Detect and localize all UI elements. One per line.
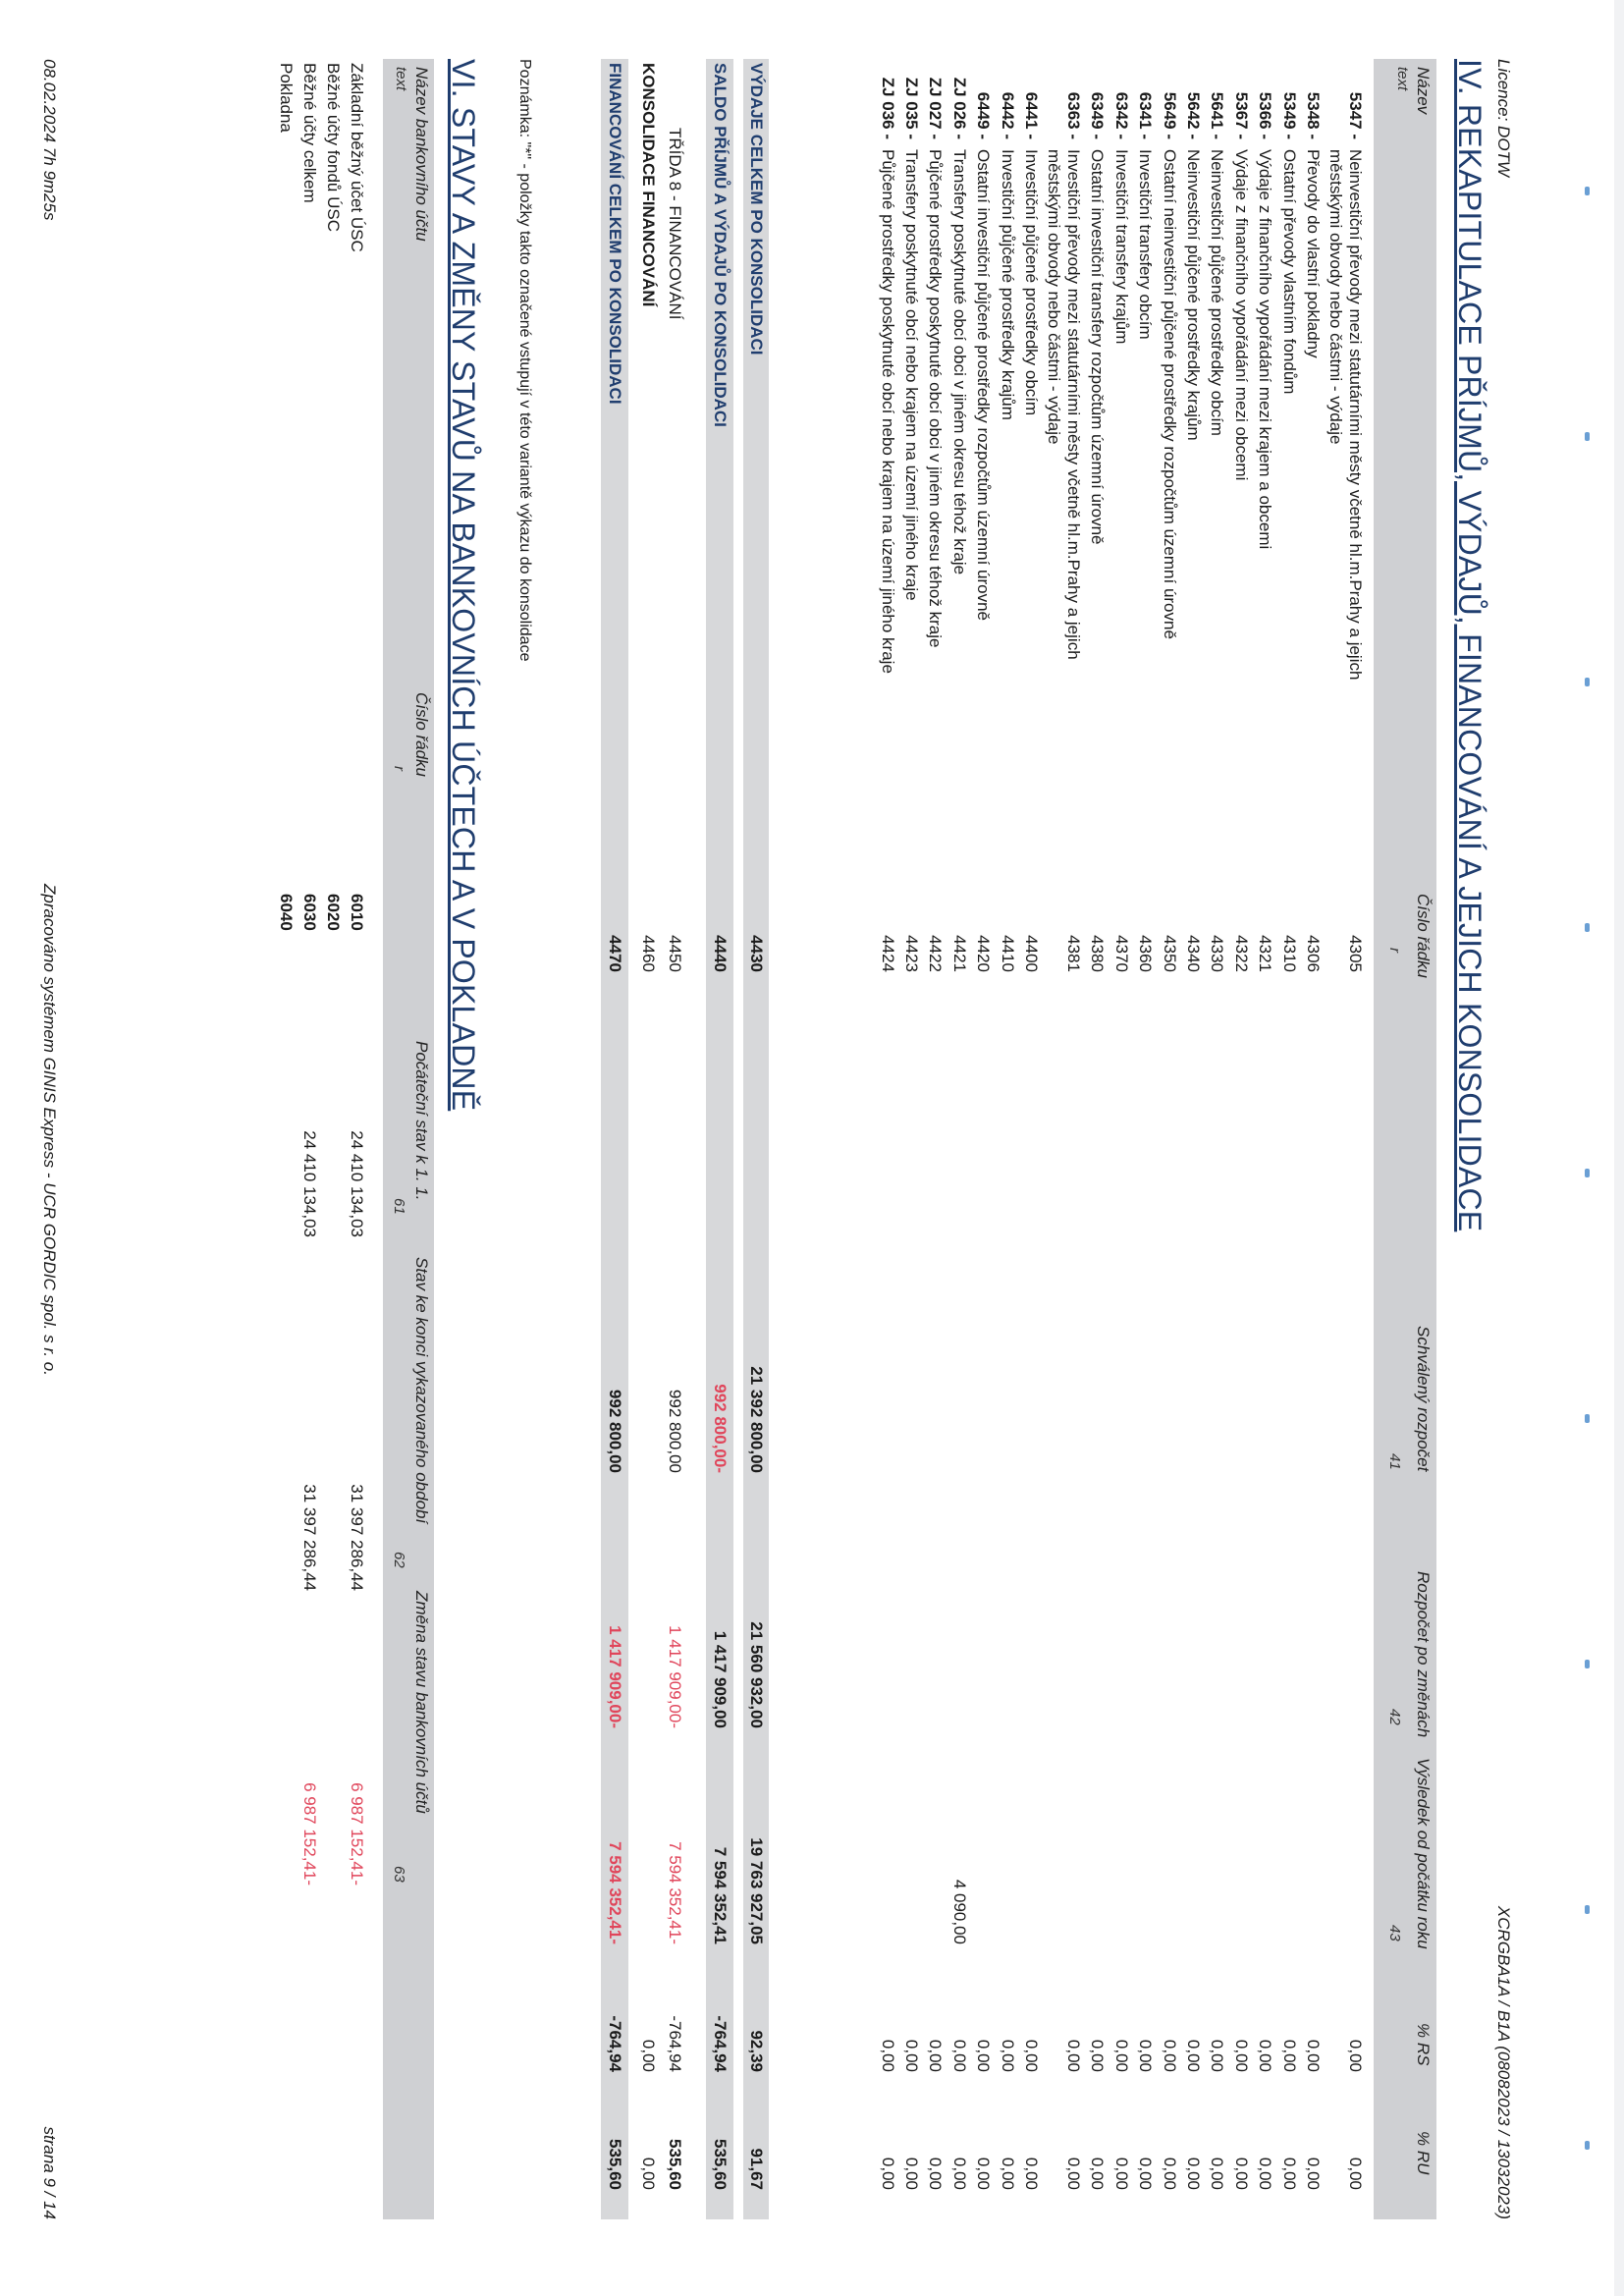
row-ru: 535,60	[606, 2139, 624, 2190]
row-num: 4422	[926, 935, 946, 972]
col-name-sub: text	[1394, 67, 1411, 91]
scan-marks	[1585, 0, 1593, 2296]
table-row	[1108, 59, 1130, 2219]
row-text: Ostatní investiční transfery rozpočtům územní úrovně	[1088, 149, 1108, 545]
row-code: ZJ 027 -	[926, 77, 946, 139]
section-iv-title: IV. REKAPITULACE PŘÍJMŮ, VÝDAJŮ, FINANCOVÁNÍ A JEJICH KONSOLIDACE	[1452, 59, 1488, 1232]
row-rs: 92,39	[747, 2030, 766, 2072]
table-row	[1132, 59, 1155, 2219]
row-code: 5347 -	[1346, 91, 1365, 139]
table-row	[1324, 59, 1365, 2219]
row-ru: 0,00	[949, 2157, 969, 2190]
row-rs: -764,94	[606, 2015, 624, 2072]
row-rs: 0,00	[926, 2039, 946, 2072]
row-num: 4340	[1184, 935, 1203, 972]
row-code: ZJ 026 -	[949, 77, 969, 139]
row-rs: 0,00	[1160, 2039, 1179, 2072]
section-iv-header	[1374, 59, 1436, 2219]
footer-date: 08.02.2024 7h 9m25s	[40, 59, 59, 221]
row-a43: 7 594 352,41	[711, 1846, 730, 1944]
table-row	[874, 59, 896, 2219]
row-code: 6442 -	[998, 91, 1017, 139]
account-name: Základní běžný účet ÚSC	[348, 63, 366, 252]
row-ru: 0,00	[902, 2157, 921, 2190]
table-row	[1275, 59, 1298, 2219]
table-row	[1204, 59, 1226, 2219]
row-a41: 992 800,00-	[711, 1384, 730, 1473]
row-a42: 1 417 909,00-	[666, 1625, 684, 1728]
row-num: 4424	[878, 935, 897, 972]
account-start: 24 410 134,03	[348, 1130, 366, 1237]
table-row	[994, 59, 1016, 2219]
section-vi-header	[383, 59, 434, 2219]
row-code: 5349 -	[1279, 91, 1299, 139]
rotated-report-sheet	[15, 39, 1517, 2259]
account-rownum: 6010	[348, 894, 366, 931]
row-num: 4430	[747, 935, 766, 972]
col-41: Schválený rozpočet	[1414, 1326, 1433, 1472]
row-num: 4360	[1136, 935, 1156, 972]
table-row	[1300, 59, 1323, 2219]
row-a42: 21 560 932,00	[747, 1621, 766, 1728]
row-num: 4321	[1256, 935, 1275, 972]
col-62: Stav ke konci vykazovaného období	[412, 1257, 431, 1524]
row-text: Ostatní převody vlastním fondům	[1279, 149, 1299, 395]
col-rs: % RS	[1414, 2023, 1433, 2066]
row-rs: 0,00	[902, 2039, 921, 2072]
account-change: 6 987 152,41-	[300, 1782, 319, 1886]
row-num: 4460	[639, 935, 658, 972]
row-trida8	[661, 59, 684, 2219]
row-num: 4350	[1160, 935, 1179, 972]
row-code: 6341 -	[1136, 91, 1156, 139]
row-rs: -764,94	[666, 2015, 684, 2072]
col-rownum-6: Číslo řádku	[412, 692, 431, 777]
row-ru: 0,00	[878, 2157, 897, 2190]
row-rs: 0,00	[1231, 2039, 1251, 2072]
row-num: 4306	[1304, 935, 1323, 972]
table-row	[922, 59, 945, 2219]
row-konsolidace-financovani	[634, 59, 658, 2219]
col-43: Výsledek od počátku roku	[1414, 1758, 1433, 1949]
account-name: Běžné účty celkem	[300, 63, 319, 203]
table-row	[1042, 59, 1083, 2219]
row-ru: 0,00	[639, 2157, 658, 2190]
row-num: 4450	[666, 935, 684, 972]
row-code: 6349 -	[1088, 91, 1108, 139]
row-rs: 0,00	[1256, 2039, 1275, 2072]
col-42-sub: 42	[1386, 1709, 1403, 1725]
table-row	[1252, 59, 1274, 2219]
account-row	[345, 59, 366, 2219]
row-rs: 0,00	[998, 2039, 1017, 2072]
row-text: Výdaje z finančního vypořádání mezi krajem a obcemi	[1256, 149, 1275, 550]
row-a41: 992 800,00	[666, 1389, 684, 1473]
col-62-sub: 62	[391, 1552, 407, 1568]
row-code: 5641 -	[1208, 91, 1227, 139]
licence-label: Licence: DOTW	[1494, 59, 1513, 177]
row-rs: 0,00	[1184, 2039, 1203, 2072]
row-ru: 0,00	[974, 2157, 994, 2190]
footer-page: strana 9 / 14	[40, 2126, 59, 2219]
row-num: 4322	[1231, 935, 1251, 972]
row-ru: 535,60	[666, 2139, 684, 2190]
row-ru: 535,60	[711, 2139, 730, 2190]
row-num: 4305	[1346, 935, 1365, 972]
row-ru: 0,00	[1304, 2157, 1323, 2190]
col-ru: % RU	[1414, 2131, 1433, 2175]
row-text: Půjčené prostředky poskytnuté obcí obci v jiném okresu téhož kraje	[926, 149, 946, 648]
row-ru: 0,00	[1184, 2157, 1203, 2190]
report-code: XCRGBA1A / B1A (08082023 / 13032023)	[1494, 1905, 1513, 2219]
row-ru: 0,00	[1231, 2157, 1251, 2190]
row-text-line2: městskými obvody nebo částmi - výdaje	[1326, 149, 1345, 445]
row-a43: 19 763 927,05	[747, 1837, 766, 1944]
table-row	[970, 59, 993, 2219]
col-rownum-6-sub: r	[391, 766, 407, 771]
row-ru: 0,00	[1136, 2157, 1156, 2190]
row-rs: 0,00	[1022, 2039, 1041, 2072]
table-row	[1156, 59, 1178, 2219]
row-rs: 0,00	[949, 2039, 969, 2072]
row-code: 6441 -	[1022, 91, 1041, 139]
row-code: 5649 -	[1160, 91, 1179, 139]
paper-edge	[1614, 0, 1624, 2296]
row-ru: 0,00	[926, 2157, 946, 2190]
row-rs: 0,00	[1346, 2039, 1365, 2072]
row-ru: 0,00	[1208, 2157, 1227, 2190]
col-rownum: Číslo řádku	[1414, 894, 1433, 978]
row-rs: 0,00	[1136, 2039, 1156, 2072]
row-ru: 0,00	[998, 2157, 1017, 2190]
section-vi-title: VI. STAVY A ZMĚNY STAVŮ NA BANKOVNÍCH ÚČTECH A V POKLADNĚ	[446, 59, 481, 1112]
row-num: 4330	[1208, 935, 1227, 972]
row-num: 4410	[998, 935, 1017, 972]
col-rownum-sub: r	[1386, 948, 1403, 953]
table-row	[1227, 59, 1250, 2219]
row-text: FINANCOVÁNÍ CELKEM PO KONSOLIDACI	[606, 63, 624, 405]
row-rs: 0,00	[1208, 2039, 1227, 2072]
row-num: 4370	[1111, 935, 1131, 972]
row-vydaje-celkem	[743, 59, 769, 2219]
col-61-sub: 61	[391, 1198, 407, 1215]
row-text: KONSOLIDACE FINANCOVÁNÍ	[639, 63, 658, 307]
account-end: 31 397 286,44	[300, 1484, 319, 1591]
row-rs: 0,00	[974, 2039, 994, 2072]
row-text: Transfery poskytnuté obcí obci v jiném okresu téhož kraje	[949, 149, 969, 575]
row-saldo	[706, 59, 733, 2219]
account-rownum: 6040	[277, 894, 296, 931]
row-rs: 0,00	[1064, 2039, 1083, 2072]
row-ru: 0,00	[1256, 2157, 1275, 2190]
row-a41: 992 800,00	[606, 1389, 624, 1473]
row-text: Výdaje z finančního vypořádání mezi obcemi	[1231, 149, 1251, 481]
row-rs: 0,00	[1111, 2039, 1131, 2072]
row-rs: 0,00	[1304, 2039, 1323, 2072]
row-text: Investiční půjčené prostředky krajům	[998, 149, 1017, 420]
table-row	[898, 59, 921, 2219]
row-text: Ostatní investiční půjčené prostředky rozpočtům územní úrovně	[974, 149, 994, 622]
row-text: VÝDAJE CELKEM PO KONSOLIDACI	[747, 63, 766, 355]
row-text: Neinvestiční půjčené prostředky krajům	[1184, 149, 1203, 441]
row-a43: 7 594 352,41-	[606, 1841, 624, 1944]
row-text: SALDO PŘÍJMŮ A VÝDAJŮ PO KONSOLIDACI	[711, 63, 730, 427]
account-rownum: 6020	[324, 894, 343, 931]
row-code: 6449 -	[974, 91, 994, 139]
row-rs: 0,00	[878, 2039, 897, 2072]
row-num: 4421	[949, 935, 969, 972]
row-text: Převody do vlastní pokladny	[1304, 149, 1323, 358]
row-ru: 0,00	[1346, 2157, 1365, 2190]
account-end: 31 397 286,44	[348, 1484, 366, 1591]
row-num: 4423	[902, 935, 921, 972]
col-63-sub: 63	[391, 1866, 407, 1883]
col-name: Název	[1414, 67, 1433, 115]
row-num: 4381	[1064, 935, 1083, 972]
row-a42: 1 417 909,00	[711, 1630, 730, 1728]
row-text: Neinvestiční převody mezi statutárními městy včetně hl.m.Prahy a jejich	[1346, 149, 1365, 681]
col-account-name-sub: text	[393, 67, 409, 91]
col-41-sub: 41	[1386, 1453, 1403, 1470]
row-text: Neinvestiční půjčené prostředky obcím	[1208, 149, 1227, 436]
row-ru: 0,00	[1064, 2157, 1083, 2190]
col-61: Počáteční stav k 1. 1.	[412, 1041, 431, 1201]
table-row	[946, 59, 968, 2219]
row-financovani-celkem	[601, 59, 628, 2219]
row-text: Ostatní neinvestiční půjčené prostředky rozpočtům územní úrovně	[1160, 149, 1179, 639]
row-ru: 91,67	[747, 2148, 766, 2190]
row-ru: 0,00	[1160, 2157, 1179, 2190]
col-63: Změna stavu bankovních účtů	[412, 1591, 431, 1814]
row-num: 4310	[1279, 935, 1299, 972]
row-text: Půjčené prostředky poskytnuté obcí nebo krajem na území jiného kraje	[878, 149, 897, 674]
account-name: Pokladna	[277, 63, 296, 133]
row-ru: 0,00	[1279, 2157, 1299, 2190]
table-row	[1084, 59, 1107, 2219]
row-a42: 1 417 909,00-	[606, 1625, 624, 1728]
row-text: TŘÍDA 8 - FINANCOVÁNÍ	[666, 128, 684, 320]
row-num: 4440	[711, 935, 730, 972]
row-rs: -764,94	[711, 2015, 730, 2072]
row-text: Investiční půjčené prostředky obcím	[1022, 149, 1041, 416]
row-ru: 0,00	[1111, 2157, 1131, 2190]
row-text: Investiční transfery krajům	[1111, 149, 1131, 345]
account-row	[274, 59, 296, 2219]
row-a43: 4 090,00	[949, 1879, 969, 1944]
account-start: 24 410 134,03	[300, 1130, 319, 1237]
row-rs: 0,00	[639, 2039, 658, 2072]
row-rs: 0,00	[1279, 2039, 1299, 2072]
row-code: ZJ 036 -	[878, 77, 897, 139]
row-a43: 7 594 352,41-	[666, 1841, 684, 1944]
account-row	[321, 59, 343, 2219]
row-text-line2: městskými obvody nebo částmi - výdaje	[1045, 149, 1063, 445]
row-text: Transfery poskytnuté obcí nebo krajem na území jiného kraje	[902, 149, 921, 601]
row-code: ZJ 035 -	[902, 77, 921, 139]
row-ru: 0,00	[1022, 2157, 1041, 2190]
row-text: Investiční převody mezi statutárními městy včetně hl.m.Prahy a jejich	[1064, 149, 1083, 660]
row-code: 6363 -	[1064, 91, 1083, 139]
col-43-sub: 43	[1386, 1925, 1403, 1941]
row-code: 5348 -	[1304, 91, 1323, 139]
account-row	[298, 59, 319, 2219]
col-42: Rozpočet po změnách	[1414, 1571, 1433, 1738]
account-change: 6 987 152,41-	[348, 1782, 366, 1886]
row-num: 4470	[606, 935, 624, 972]
table-row	[1180, 59, 1203, 2219]
section-iv-note: Poznámka: "*" - položky takto označené vstupují v této variantě výkazu do konsolidace	[516, 59, 533, 662]
row-code: 6342 -	[1111, 91, 1131, 139]
row-a41: 21 392 800,00	[747, 1366, 766, 1473]
row-rs: 0,00	[1088, 2039, 1108, 2072]
account-rownum: 6030	[300, 894, 319, 931]
table-row	[1018, 59, 1041, 2219]
row-num: 4420	[974, 935, 994, 972]
row-code: 5367 -	[1231, 91, 1251, 139]
row-num: 4380	[1088, 935, 1108, 972]
row-text: Investiční transfery obcím	[1136, 149, 1156, 340]
footer-system: Zpracováno systémem GINIS Express - UCR GORDIC spol. s r. o.	[40, 884, 59, 1376]
row-num: 4400	[1022, 935, 1041, 972]
row-code: 5366 -	[1256, 91, 1275, 139]
col-account-name: Název bankovního účtu	[412, 67, 431, 242]
account-name: Běžné účty fondů ÚSC	[324, 63, 343, 232]
row-ru: 0,00	[1088, 2157, 1108, 2190]
row-code: 5642 -	[1184, 91, 1203, 139]
